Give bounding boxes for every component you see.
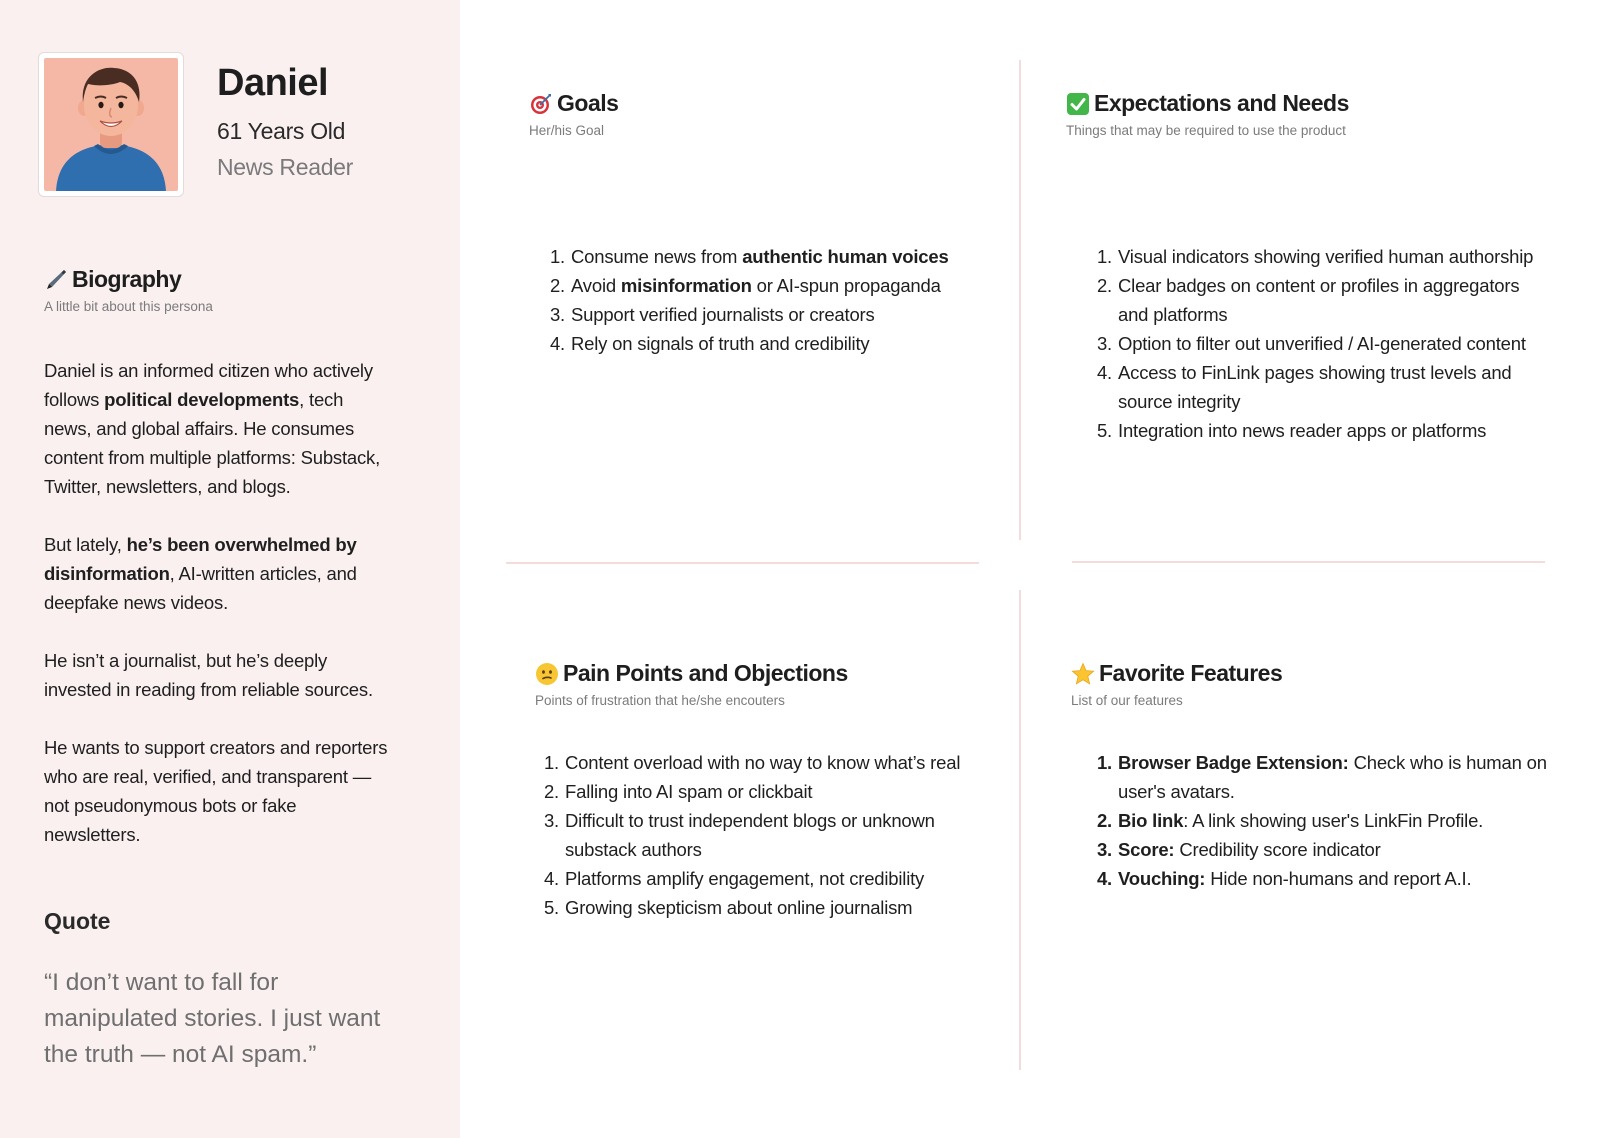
list-text: Integration into news reader apps or platforms bbox=[1118, 420, 1487, 441]
goals-subtitle: Her/his Goal bbox=[529, 123, 605, 138]
list-text: Growing skepticism about online journalism bbox=[565, 897, 913, 918]
divider-vertical-top bbox=[1019, 60, 1021, 540]
pen-icon bbox=[44, 268, 68, 292]
goals-title-row bbox=[529, 90, 618, 117]
list-item bbox=[541, 806, 991, 864]
features-header bbox=[1071, 660, 1282, 708]
list-text: Difficult to trust independent blogs or unknown substack authors bbox=[565, 810, 935, 860]
features-title-row bbox=[1071, 660, 1282, 687]
biography-subtitle: A little bit about this persona bbox=[44, 299, 213, 314]
list-number: 3. bbox=[549, 304, 565, 325]
list-item bbox=[1094, 835, 1554, 864]
pain-points-title-row bbox=[535, 660, 848, 687]
biography-paragraph bbox=[44, 530, 394, 617]
list-text: Avoid bbox=[571, 275, 621, 296]
list-number: 2. bbox=[549, 275, 565, 296]
list-text: Visual indicators showing verified human authorship bbox=[1118, 246, 1534, 267]
list-text: Rely on signals of truth and credibility bbox=[571, 333, 870, 354]
list-text-bold: authentic human voices bbox=[742, 246, 949, 267]
list-item bbox=[1094, 864, 1554, 893]
list-text: Option to filter out unverified / AI-generated content bbox=[1118, 333, 1526, 354]
list-text: Credibility score indicator bbox=[1174, 839, 1381, 860]
list-item bbox=[541, 748, 991, 777]
list-item bbox=[547, 271, 987, 300]
avatar-illustration bbox=[44, 58, 178, 191]
persona-name: Daniel bbox=[217, 62, 329, 104]
list-number: 4. bbox=[543, 868, 559, 889]
list-number: 3. bbox=[1096, 839, 1112, 860]
pain-points-title: Pain Points and Objections bbox=[563, 660, 848, 686]
list-item bbox=[547, 242, 987, 271]
quote-text: “I don’t want to fall for manipulated stories. I just want the truth — not AI spam.” bbox=[44, 969, 381, 1068]
pain-points-list bbox=[541, 748, 991, 922]
biography-paragraph: He wants to support creators and reporters who are real, verified, and transparent — not pseudonymous bots or fake newsletters. bbox=[44, 737, 388, 845]
expectations-header bbox=[1066, 90, 1349, 138]
list-number: 2. bbox=[1096, 810, 1112, 831]
goals-header bbox=[529, 90, 618, 138]
persona-sidebar bbox=[0, 0, 460, 1138]
features-subtitle: List of our features bbox=[1071, 693, 1183, 708]
biography-title: Biography bbox=[72, 266, 182, 292]
list-number: 5. bbox=[543, 897, 559, 918]
list-number: 3. bbox=[1096, 333, 1112, 354]
list-text: Hide non-humans and report A.I. bbox=[1205, 868, 1472, 889]
bio-bold-run: he’s been overwhelmed by disinformation bbox=[44, 534, 357, 584]
list-item bbox=[1094, 329, 1554, 358]
persona-role: News Reader bbox=[217, 154, 354, 180]
list-number: 2. bbox=[543, 781, 559, 802]
star-icon bbox=[1071, 662, 1095, 686]
features-list bbox=[1094, 748, 1554, 893]
list-text-bold: Bio link bbox=[1118, 810, 1184, 831]
list-text: Clear badges on content or profiles in aggregators and platforms bbox=[1118, 275, 1520, 325]
list-text-bold: misinformation bbox=[620, 275, 752, 296]
avatar bbox=[38, 52, 184, 197]
divider-horizontal-right bbox=[1072, 561, 1545, 563]
divider-horizontal-left bbox=[506, 562, 979, 564]
biography-text bbox=[44, 356, 394, 878]
bio-text-run: But lately, bbox=[44, 534, 127, 555]
list-text: or AI-spun propaganda bbox=[751, 275, 941, 296]
quote-title: Quote bbox=[44, 908, 111, 934]
list-item bbox=[1094, 271, 1554, 329]
list-text: Access to FinLink pages showing trust levels and source integrity bbox=[1118, 362, 1512, 412]
expectations-title: Expectations and Needs bbox=[1094, 90, 1349, 116]
pain-points-subtitle: Points of frustration that he/she encouters bbox=[535, 693, 785, 708]
biography-header bbox=[44, 266, 213, 314]
list-item bbox=[541, 777, 991, 806]
bio-text-run: , tech news, and global affairs. He consumes content from multiple platforms: Substack, Twitter, newsletters, and blogs. bbox=[44, 389, 381, 497]
expectations-title-row bbox=[1066, 90, 1349, 117]
biography-paragraph bbox=[44, 356, 394, 501]
expectations-list bbox=[1094, 242, 1554, 445]
bio-bold-run: political developments bbox=[104, 389, 300, 410]
list-text-bold: Score: bbox=[1118, 839, 1175, 860]
list-text: Platforms amplify engagement, not credibility bbox=[565, 868, 925, 889]
list-item bbox=[547, 329, 987, 358]
goals-list bbox=[547, 242, 987, 358]
list-item bbox=[1094, 416, 1554, 445]
list-text: Support verified journalists or creators bbox=[571, 304, 875, 325]
bio-text-run: Daniel is an informed citizen who actively follows bbox=[44, 360, 373, 410]
confused-face-icon bbox=[535, 662, 559, 686]
list-text: Check who is human on user's avatars. bbox=[1118, 752, 1547, 802]
list-number: 2. bbox=[1096, 275, 1112, 296]
persona-age: 61 Years Old bbox=[217, 118, 346, 144]
list-number: 3. bbox=[543, 810, 559, 831]
pain-points-header bbox=[535, 660, 848, 708]
list-number: 4. bbox=[1096, 362, 1112, 383]
list-item bbox=[1094, 242, 1554, 271]
list-text: Falling into AI spam or clickbait bbox=[565, 781, 813, 802]
list-text: Consume news from bbox=[571, 246, 743, 267]
biography-title-row bbox=[44, 266, 213, 293]
list-number: 1. bbox=[1096, 752, 1112, 773]
target-icon bbox=[529, 92, 553, 116]
expectations-subtitle: Things that may be required to use the product bbox=[1066, 123, 1346, 138]
list-text: Content overload with no way to know what’s real bbox=[565, 752, 961, 773]
check-mark-icon bbox=[1066, 92, 1090, 116]
list-text: : A link showing user's LinkFin Profile. bbox=[1183, 810, 1484, 831]
list-number: 4. bbox=[1096, 868, 1112, 889]
list-number: 5. bbox=[1096, 420, 1112, 441]
features-title: Favorite Features bbox=[1099, 660, 1283, 686]
bio-text-run: , AI-written articles, and deepfake news videos. bbox=[44, 563, 357, 613]
list-item bbox=[541, 864, 991, 893]
list-text-bold: Browser Badge Extension: bbox=[1118, 752, 1349, 773]
list-number: 4. bbox=[549, 333, 565, 354]
divider-vertical-bottom bbox=[1019, 590, 1021, 1070]
list-item bbox=[541, 893, 991, 922]
list-item bbox=[1094, 748, 1554, 806]
list-item bbox=[547, 300, 987, 329]
list-item bbox=[1094, 358, 1554, 416]
list-number: 1. bbox=[543, 752, 559, 773]
list-number: 1. bbox=[1096, 246, 1112, 267]
goals-title: Goals bbox=[557, 90, 619, 116]
list-text-bold: Vouching: bbox=[1118, 868, 1206, 889]
list-item bbox=[1094, 806, 1554, 835]
list-number: 1. bbox=[549, 246, 565, 267]
biography-paragraph: He isn’t a journalist, but he’s deeply invested in reading from reliable sources. bbox=[44, 650, 373, 700]
